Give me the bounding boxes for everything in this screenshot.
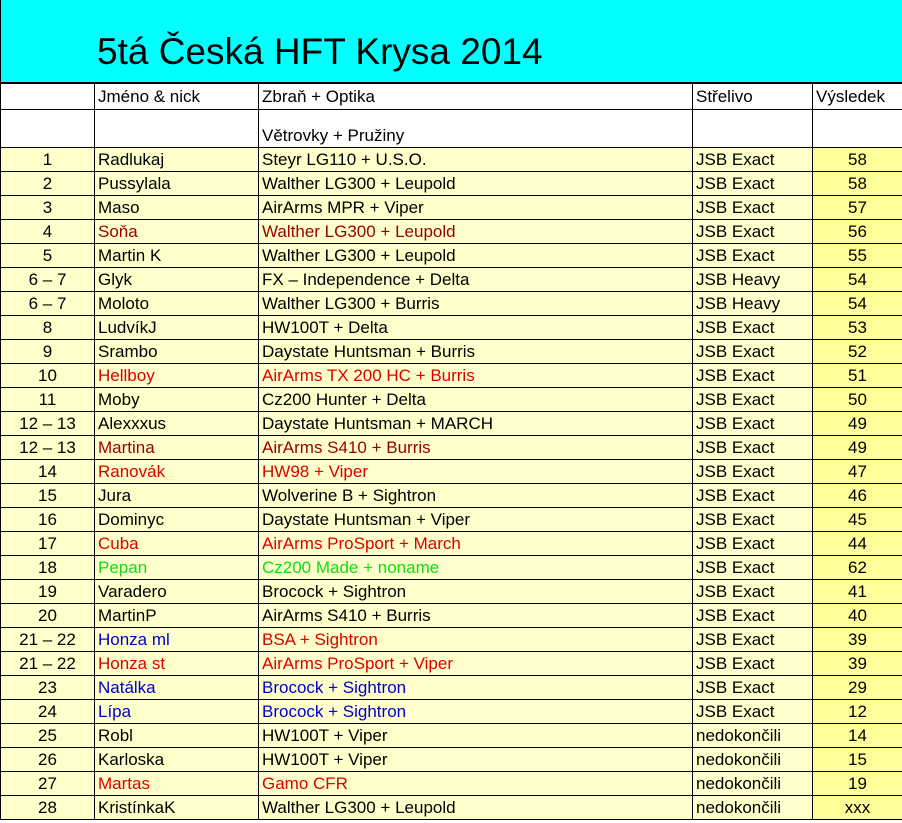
ammo-cell[interactable]: JSB Exact [693,604,813,628]
score-cell[interactable]: 41 [813,580,902,604]
rank-cell[interactable]: 12 – 13 [1,412,95,436]
name-cell[interactable]: Cuba [95,532,259,556]
score-cell[interactable]: 39 [813,628,902,652]
name-cell[interactable]: Dominyc [95,508,259,532]
score-cell[interactable]: 29 [813,676,902,700]
ammo-cell[interactable]: JSB Exact [693,244,813,268]
ammo-cell[interactable]: JSB Exact [693,172,813,196]
weapon-cell[interactable]: Brocock + Sightron [259,580,693,604]
weapon-cell[interactable]: Daystate Huntsman + Viper [259,508,693,532]
name-cell[interactable]: Martin K [95,244,259,268]
rank-cell[interactable]: 9 [1,340,95,364]
weapon-cell[interactable]: Daystate Huntsman + MARCH [259,412,693,436]
name-cell[interactable]: KristínkaK [95,796,259,820]
ammo-cell[interactable]: JSB Exact [693,220,813,244]
weapon-cell[interactable]: BSA + Sightron [259,628,693,652]
rank-cell[interactable]: 21 – 22 [1,652,95,676]
table-row [1,628,902,652]
table-row [1,172,902,196]
ammo-cell[interactable]: JSB Exact [693,412,813,436]
rank-cell[interactable]: 14 [1,460,95,484]
rank-cell[interactable]: 6 – 7 [1,268,95,292]
score-cell[interactable]: 49 [813,412,902,436]
score-cell[interactable]: 50 [813,388,902,412]
ammo-cell[interactable]: JSB Exact [693,580,813,604]
name-cell[interactable]: Maso [95,196,259,220]
table-row [1,580,902,604]
rank-cell[interactable]: 1 [1,148,95,172]
table-row [1,268,902,292]
ammo-cell[interactable]: JSB Exact [693,364,813,388]
score-cell[interactable]: 53 [813,316,902,340]
score-cell[interactable]: 58 [813,148,902,172]
name-cell[interactable]: Natálka [95,676,259,700]
name-cell[interactable]: Moloto [95,292,259,316]
table-row [1,796,902,820]
name-cell[interactable]: Hellboy [95,364,259,388]
score-cell[interactable]: 45 [813,508,902,532]
table-row [1,340,902,364]
weapon-cell[interactable]: HW98 + Viper [259,460,693,484]
score-cell[interactable]: 47 [813,460,902,484]
score-cell[interactable]: 51 [813,364,902,388]
ammo-cell[interactable]: JSB Exact [693,148,813,172]
rank-cell[interactable]: 10 [1,364,95,388]
rank-cell[interactable]: 15 [1,484,95,508]
ammo-cell[interactable]: JSB Exact [693,556,813,580]
rank-cell[interactable]: 5 [1,244,95,268]
weapon-cell[interactable]: Brocock + Sightron [259,676,693,700]
rank-cell[interactable]: 25 [1,724,95,748]
score-cell[interactable]: 54 [813,268,902,292]
ammo-cell[interactable]: JSB Exact [693,628,813,652]
table-row [1,412,902,436]
ammo-cell[interactable]: JSB Exact [693,436,813,460]
score-cell[interactable]: 55 [813,244,902,268]
name-cell[interactable]: Jura [95,484,259,508]
weapon-cell[interactable]: Cz200 Hunter + Delta [259,388,693,412]
results-table [0,83,902,820]
score-cell[interactable]: 14 [813,724,902,748]
weapon-cell[interactable]: Cz200 Made + noname [259,556,693,580]
score-cell[interactable]: xxx [813,796,902,820]
table-row [1,556,902,580]
weapon-cell[interactable]: Walther LG300 + Leupold [259,244,693,268]
score-cell[interactable]: 54 [813,292,902,316]
weapon-cell[interactable]: Walther LG300 + Burris [259,292,693,316]
rank-cell[interactable]: 24 [1,700,95,724]
table-row [1,532,902,556]
ammo-cell[interactable]: JSB Exact [693,508,813,532]
ammo-cell[interactable]: JSB Heavy [693,268,813,292]
score-cell[interactable]: 19 [813,772,902,796]
weapon-cell[interactable]: HW100T + Delta [259,316,693,340]
score-cell[interactable]: 58 [813,172,902,196]
ammo-cell[interactable]: JSB Exact [693,340,813,364]
ammo-cell[interactable]: JSB Exact [693,700,813,724]
score-cell[interactable]: 49 [813,436,902,460]
score-cell[interactable]: 62 [813,556,902,580]
rank-cell[interactable]: 11 [1,388,95,412]
weapon-cell[interactable]: Walther LG300 + Leupold [259,172,693,196]
score-cell[interactable]: 57 [813,196,902,220]
rank-cell[interactable]: 8 [1,316,95,340]
ammo-cell[interactable]: JSB Exact [693,532,813,556]
table-row [1,772,902,796]
name-cell[interactable]: Karloska [95,748,259,772]
weapon-cell[interactable]: Walther LG300 + Leupold [259,796,693,820]
header-row [1,84,902,110]
name-cell[interactable]: Martina [95,436,259,460]
name-cell[interactable]: Honza ml [95,628,259,652]
table-row [1,724,902,748]
weapon-cell[interactable]: HW100T + Viper [259,724,693,748]
weapon-cell[interactable]: Daystate Huntsman + Burris [259,340,693,364]
weapon-cell[interactable]: FX – Independence + Delta [259,268,693,292]
rank-cell[interactable]: 16 [1,508,95,532]
name-cell[interactable]: Radlukaj [95,148,259,172]
score-cell[interactable]: 56 [813,220,902,244]
table-row [1,364,902,388]
score-cell[interactable]: 52 [813,340,902,364]
weapon-cell[interactable]: AirArms TX 200 HC + Burris [259,364,693,388]
table-row [1,460,902,484]
left-border [0,0,1,83]
ammo-cell[interactable]: JSB Exact [693,652,813,676]
name-cell[interactable]: Alexxxus [95,412,259,436]
rank-cell[interactable]: 19 [1,580,95,604]
weapon-cell[interactable]: Steyr LG110 + U.S.O. [259,148,693,172]
weapon-cell[interactable]: HW100T + Viper [259,748,693,772]
table-row [1,700,902,724]
ammo-cell[interactable]: nedokončili [693,748,813,772]
weapon-cell[interactable]: AirArms S410 + Burris [259,604,693,628]
rank-cell[interactable]: 4 [1,220,95,244]
rank-cell[interactable]: 12 – 13 [1,436,95,460]
ammo-cell[interactable]: JSB Exact [693,316,813,340]
header-ammo[interactable]: Střelivo [693,84,813,110]
header-name[interactable]: Jméno & nick [95,84,259,110]
name-cell[interactable]: Pepan [95,556,259,580]
table-row [1,148,902,172]
title-band [0,0,902,83]
weapon-cell[interactable]: AirArms S410 + Burris [259,436,693,460]
weapon-cell[interactable]: AirArms MPR + Viper [259,196,693,220]
table-row [1,676,902,700]
score-cell[interactable]: 44 [813,532,902,556]
weapon-cell[interactable]: Gamo CFR [259,772,693,796]
header-rank-cell[interactable] [1,84,95,110]
rank-cell[interactable]: 17 [1,532,95,556]
category-result-cell[interactable] [813,110,902,148]
header-result[interactable]: Výsledek [813,84,902,110]
rank-cell[interactable]: 18 [1,556,95,580]
weapon-cell[interactable]: AirArms ProSport + Viper [259,652,693,676]
table-row [1,508,902,532]
rank-cell[interactable]: 23 [1,676,95,700]
ammo-cell[interactable]: JSB Exact [693,388,813,412]
rank-cell[interactable]: 26 [1,748,95,772]
ammo-cell[interactable]: nedokončili [693,772,813,796]
name-cell[interactable]: Glyk [95,268,259,292]
category-label[interactable]: Větrovky + Pružiny [259,110,693,148]
name-cell[interactable]: Soňa [95,220,259,244]
score-cell[interactable]: 15 [813,748,902,772]
table-row [1,652,902,676]
rank-cell[interactable]: 27 [1,772,95,796]
sheet-title: 5tá Česká HFT Krysa 2014 [97,31,543,72]
weapon-cell[interactable]: Walther LG300 + Leupold [259,220,693,244]
rank-cell[interactable]: 28 [1,796,95,820]
table-row [1,220,902,244]
name-cell[interactable]: Ranovák [95,460,259,484]
name-cell[interactable]: Martas [95,772,259,796]
table-row [1,244,902,268]
name-cell[interactable]: Varadero [95,580,259,604]
rank-cell[interactable]: 6 – 7 [1,292,95,316]
table-row [1,748,902,772]
ammo-cell[interactable]: nedokončili [693,796,813,820]
ammo-cell[interactable]: JSB Exact [693,460,813,484]
score-cell[interactable]: 12 [813,700,902,724]
category-ammo-cell[interactable] [693,110,813,148]
score-cell[interactable]: 40 [813,604,902,628]
rank-cell[interactable]: 21 – 22 [1,628,95,652]
name-cell[interactable]: MartinP [95,604,259,628]
table-row [1,316,902,340]
ammo-cell[interactable]: JSB Exact [693,484,813,508]
name-cell[interactable]: Pussylala [95,172,259,196]
weapon-cell[interactable]: AirArms ProSport + March [259,532,693,556]
ammo-cell[interactable]: nedokončili [693,724,813,748]
rank-cell[interactable]: 3 [1,196,95,220]
name-cell[interactable]: Moby [95,388,259,412]
name-cell[interactable]: Honza st [95,652,259,676]
table-row [1,604,902,628]
weapon-cell[interactable]: Wolverine B + Sightron [259,484,693,508]
table-row [1,292,902,316]
rank-cell[interactable]: 2 [1,172,95,196]
weapon-cell[interactable]: Brocock + Sightron [259,700,693,724]
table-row [1,484,902,508]
score-cell[interactable]: 39 [813,652,902,676]
category-row [1,110,902,148]
ammo-cell[interactable]: JSB Heavy [693,292,813,316]
category-name-cell[interactable] [95,110,259,148]
score-cell[interactable]: 46 [813,484,902,508]
table-row [1,388,902,412]
name-cell[interactable]: LudvíkJ [95,316,259,340]
table-row [1,436,902,460]
header-weapon[interactable]: Zbraň + Optika [259,84,693,110]
name-cell[interactable]: Robl [95,724,259,748]
rank-cell[interactable]: 20 [1,604,95,628]
category-rank-cell[interactable] [1,110,95,148]
table-row [1,196,902,220]
ammo-cell[interactable]: JSB Exact [693,196,813,220]
ammo-cell[interactable]: JSB Exact [693,676,813,700]
name-cell[interactable]: Srambo [95,340,259,364]
name-cell[interactable]: Lípa [95,700,259,724]
